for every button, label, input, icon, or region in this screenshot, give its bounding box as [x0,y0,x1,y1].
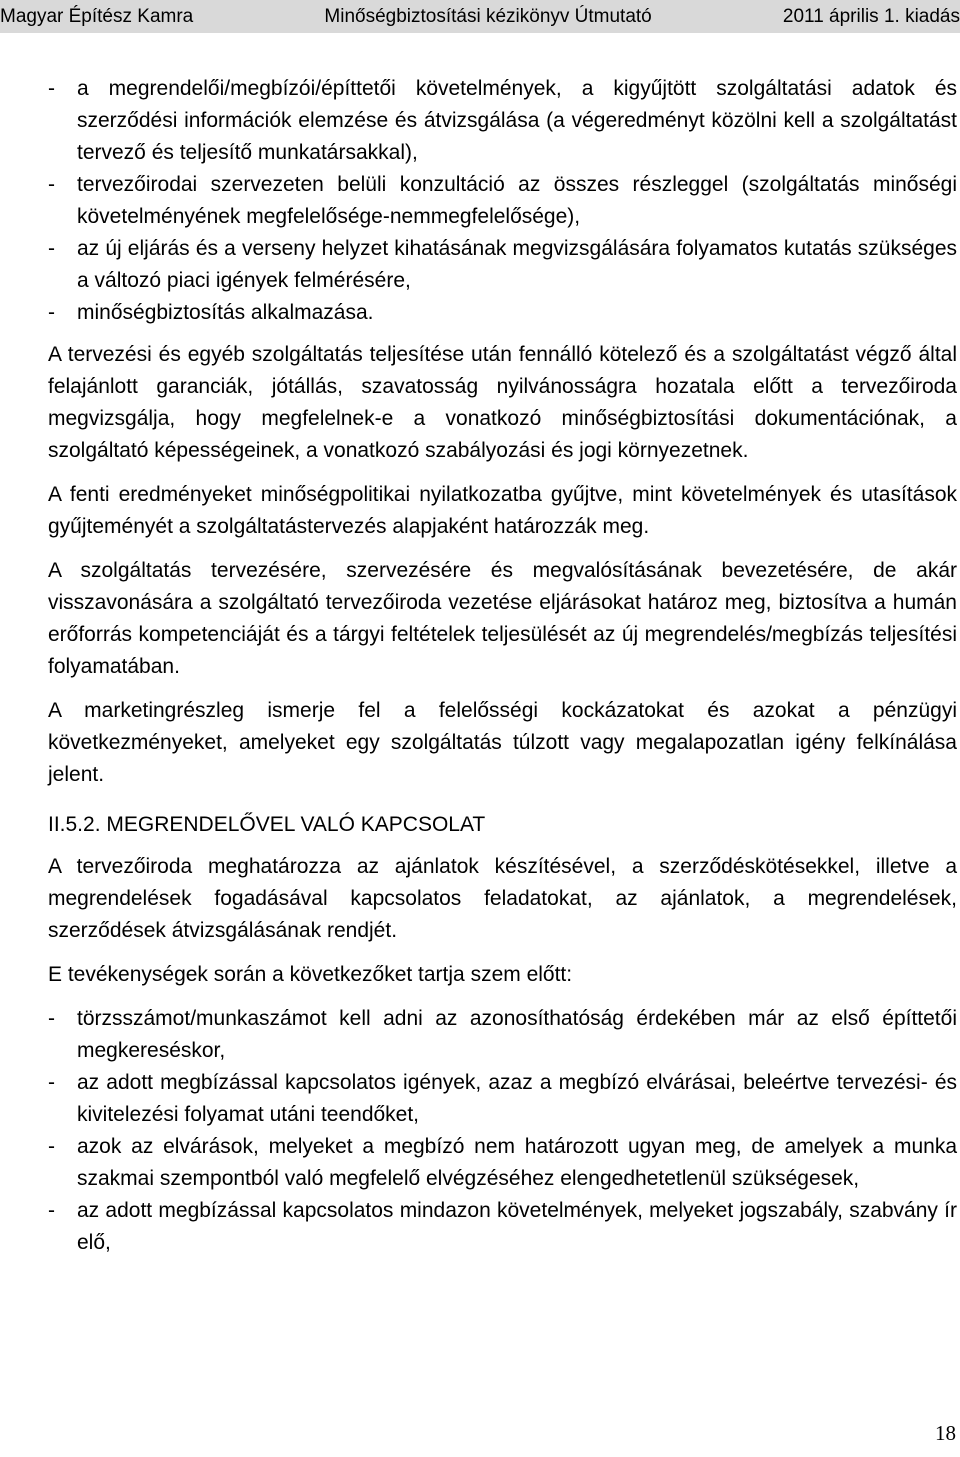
list-item-text: tervezőirodai szervezeten belüli konzultáció az összes részleggel (szolgáltatás minőségi követelményének megfelelősége-nemmegfelelősége), [77,173,957,228]
list-item-text: minőségbiztosítás alkalmazása. [77,301,374,324]
header-document-title: Minőségbiztosítási kézikönyv Útmutató [324,5,652,27]
list-dash: - [48,77,55,100]
header-organization: Magyar Építész Kamra [0,5,194,27]
list-item [48,169,957,233]
list-dash: - [48,1007,55,1030]
list-item [48,233,957,297]
list-item-text: törzsszámot/munkaszámot kell adni az azonosíthatóság érdekében már az első építtetői megkereséskor, [77,1007,957,1062]
paragraph-marketing: A marketingrészleg ismerje fel a felelősségi kockázatokat és azokat a pénzügyi következményeket, amelyeket egy szolgáltatás túlzott vagy megalapozatlan igény felkínálása jelent. [48,699,957,786]
page-number: 18 [935,1421,956,1445]
list-dash: - [48,1071,55,1094]
list-item-text: az új eljárás és a verseny helyzet kihatásának megvizsgálására folyamatos kutatás szükséges a változó piaci igények felmérésére, [77,237,957,292]
list-item-text: a megrendelői/megbízói/építtetői követelmények, a kigyűjtött szolgáltatási adatok és szerződési információk elemzése és átvizsgálása (a végeredményt közölni kell a szolgáltatást tervező és teljesítő munkatársakkal), [77,77,957,164]
bullet-list-considerations [48,1003,957,1259]
paragraph-intro-list: E tevékenységek során a következőket tartja szem előtt: [48,963,573,986]
list-item-text: az adott megbízással kapcsolatos mindazon követelmények, melyeket jogszabály, szabvány ír elő, [77,1199,957,1254]
list-dash: - [48,237,55,260]
list-item [48,73,957,169]
paragraph-quality-policy: A fenti eredményeket minőségpolitikai nyilatkozatba gyűjtve, mint követelmények és utasítások gyűjteményét a szolgáltatástervezés alapjaként határozzák meg. [48,483,957,538]
list-dash: - [48,1135,55,1158]
paragraph-guarantees: A tervezési és egyéb szolgáltatás teljesítése után fennálló kötelező és a szolgáltatást végző által felajánlott garanciák, jótállás, szavatosság nyilvánosságra hozatala előtt a tervezőiroda megvizsgálja, hogy megfelelnek-e a vonatkozó minőségbiztosítási dokumentációnak, a szolgáltató képességeinek, a vonatkozó szabályozási és jogi környezetnek. [48,343,957,462]
header-edition: 2011 április 1. kiadás [782,5,960,27]
list-dash: - [48,1199,55,1222]
list-item [48,1067,957,1131]
paragraph-offers: A tervezőiroda meghatározza az ajánlatok készítésével, a szerződéskötésekkel, illetve a megrendelések fogadásával kapcsolatos feladatokat, az ajánlatok, a megrendelések, szerződések átvizsgálásának rendjét. [48,855,957,942]
page-body [48,73,957,1259]
bullet-list-requirements [48,73,957,329]
list-item [48,1195,957,1259]
list-item [48,297,957,329]
list-item [48,1131,957,1195]
list-item-text: azok az elvárások, melyeket a megbízó nem határozott ugyan meg, de amelyek a munka szakmai szempontból való megfelelő elvégzéséhez elengedhetetlenül szükségesek, [77,1135,957,1190]
paragraph-service-planning: A szolgáltatás tervezésére, szervezésére és megvalósításának bevezetésére, de akár visszavonására a szolgáltató tervezőiroda vezetése eljárásokat határoz meg, biztosítva a humán erőforrás kompetenciáját és a tárgyi feltételek teljesülését az új megrendelés/megbízás teljesítési folyamatában. [48,559,957,678]
page-header [0,0,960,33]
section-heading: II.5.2. MEGRENDELŐVEL VALÓ KAPCSOLAT [48,813,486,836]
list-dash: - [48,301,55,324]
list-item [48,1003,957,1067]
list-dash: - [48,173,55,196]
list-item-text: az adott megbízással kapcsolatos igények, azaz a megbízó elvárásai, beleértve tervezési- és kivitelezési folyamat utáni teendőket, [77,1071,957,1126]
